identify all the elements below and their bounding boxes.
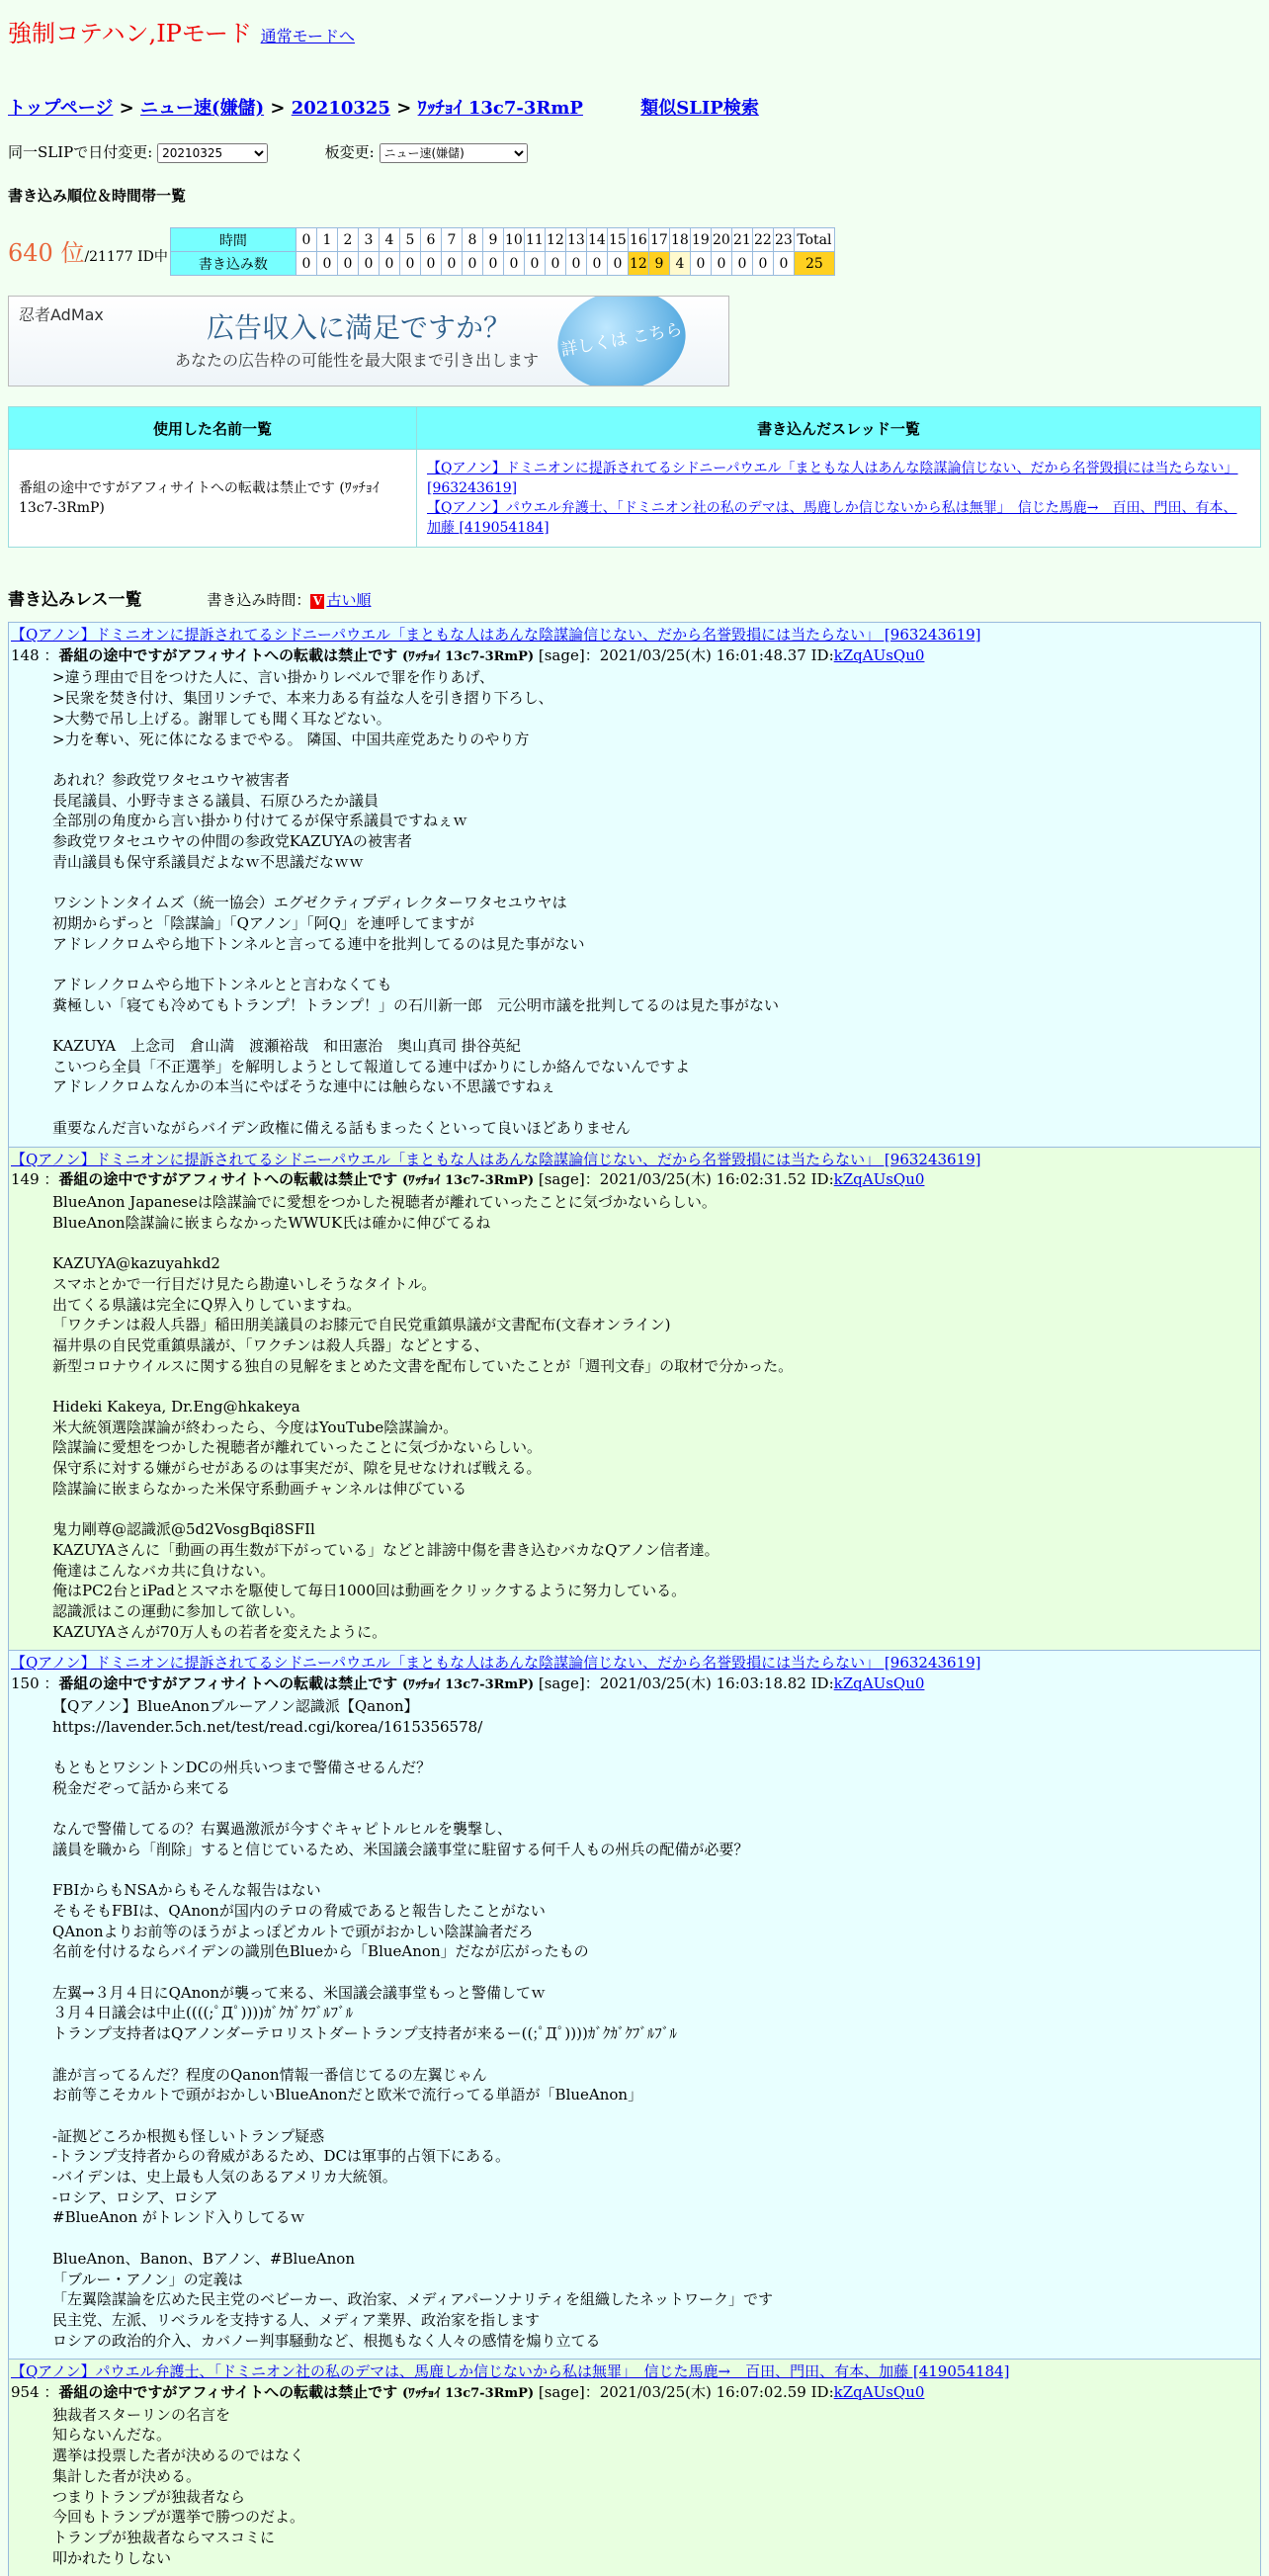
rank-total: /21177 ID中 <box>84 249 168 265</box>
hour-header-cell: 11 <box>524 228 545 252</box>
hour-count-cell: 0 <box>296 252 316 276</box>
posts-list <box>8 622 1261 2576</box>
hour-count-cell: 0 <box>337 252 358 276</box>
post-thread-link[interactable]: 【Qアノン】ドミニオンに提訴されてるシドニーパウエル「まともな人はあんな陰謀論信じない、だから名誉毀損には当たらない」 [963243619] <box>11 1654 981 1673</box>
date-select[interactable] <box>157 143 268 163</box>
post <box>8 622 1261 1147</box>
hour-count-cell: 0 <box>379 252 399 276</box>
post-meta: [sage]：2021/03/25(木) 16:01:48.37 ID: <box>534 645 834 664</box>
hour-count-cell: 0 <box>524 252 545 276</box>
rank-value: 640 位 <box>8 239 85 267</box>
post-time-label: 書き込み時間： <box>207 591 311 609</box>
hour-count-cell: 4 <box>669 252 690 276</box>
hour-header-cell: 14 <box>586 228 607 252</box>
similar-slip-search-link[interactable]: 類似SLIP検索 <box>640 98 759 119</box>
hour-header-cell: 12 <box>545 228 565 252</box>
post-body: 独裁者スターリンの名言を 知らないんだな。 選挙は投票した者が決めるのではなく 集計した者が決める。 つまりトランプが独裁者なら 今回もトランプが選挙で勝つのだよ。 トランプが独裁者ならマスコミに 叩かれたりしない <box>52 2405 305 2567</box>
hour-header-cell: 16 <box>628 228 648 252</box>
hour-count-cell: 0 <box>586 252 607 276</box>
hour-header-cell: 6 <box>420 228 441 252</box>
hour-count-cell: 12 <box>628 252 648 276</box>
hour-header-cell: 5 <box>399 228 420 252</box>
post-number: 149 ： <box>11 1170 59 1189</box>
date-change-label: 同一SLIPで日付変更: <box>8 143 153 161</box>
threads-column-header: 書き込んだスレッド一覧 <box>417 407 1261 450</box>
ad-subtext: あなたの広告枠の可能性を最大限まで引き出します <box>175 351 540 370</box>
hour-header-cell: 19 <box>690 228 711 252</box>
post <box>8 2359 1261 2576</box>
hour-count-cell: 0 <box>773 252 794 276</box>
breadcrumb-separator: > <box>270 98 286 119</box>
thread-link[interactable]: 【Qアノン】ドミニオンに提訴されてるシドニーパウエル「まともな人はあんな陰謀論信じない、だから名誉毀損には当たらない」 [963243619] <box>427 461 1238 496</box>
post <box>8 1650 1261 2359</box>
breadcrumb-separator: > <box>396 98 412 119</box>
breadcrumb-date-link[interactable]: 20210325 <box>291 98 390 119</box>
hour-header-cell: 7 <box>441 228 462 252</box>
count-row-label: 書き込み数 <box>170 252 296 276</box>
hour-header-cell: 17 <box>648 228 669 252</box>
post-body: BlueAnon Japaneseは陰謀論でに愛想をつかした視聴者が離れていったことに気づかないらしい。 BlueAnon陰謀論に嵌まらなかったWWUK氏は確かに伸びてるね KAZUYA@kazuyahkd2 スマホとかで一行目だけ見たら勘違いしそうなタイトル。 出てくる県議は完全にQ界入りしていますね。 「ワクチンは殺人兵器」稲田朋美議員のお膝元で自民党重鎮県議が文書配布(文春オンライン) 福井県の自民党重鎮県議が、「ワクチンは殺人兵器」などとする、 新型コロナウイルスに関する独自の見解をまとめた文書を配布していたことが「週刊文春」の取材で分かった。 Hideki Kakeya, Dr.Eng@hkakeya 米大統領選陰謀論が終わったら、今度はYouTube陰謀論か。 陰謀論に愛想をつかした視聴者が離れていったことに気づかないらしい。 保守系に対する嫌がらせがあるのは事実だが、隙を見せなければ戦える。 陰謀論に嵌まらなかった米保守系動画チャンネルは伸びている 鬼力剛尊@認識派@5d2VosgBqi8SFIl KAZUYAさんに「動画の再生数が下がっている」などと誹謗中傷を書き込むバカなQアノン信者達。 俺達はこんなバカ共に負けない。 俺はPC2台とiPadとスマホを駆使して毎日1000回は動画をクリックするように努力している。 認識派はこの運動に参加して欲しい。 KAZUYAさんが70万人もの若者を変えたように。 <box>52 1192 794 1641</box>
thread-link[interactable]: 【Qアノン】パウエル弁護士、「ドミニオン社の私のデマは、馬鹿しか信じないから私は無罪」 信じた馬鹿→ 百田、門田、有本、加藤 [419054184] <box>427 500 1237 536</box>
post <box>8 1147 1261 1651</box>
hour-count-cell: 0 <box>752 252 773 276</box>
ad-banner[interactable] <box>8 296 729 386</box>
post-author-trip: (ﾜｯﾁｮｲ 13c7-3RmP) <box>401 1173 535 1189</box>
hour-header-cell: 21 <box>731 228 752 252</box>
used-name-cell: 番組の途中ですがアフィサイトへの転載は禁止です (ﾜｯﾁｮｲ 13c7-3RmP) <box>9 450 417 548</box>
hour-header-cell: 1 <box>316 228 337 252</box>
post-id-link[interactable]: kZqAUsQu0 <box>833 645 925 664</box>
breadcrumb-separator: > <box>119 98 134 119</box>
sort-order-icon: V <box>310 594 324 609</box>
ranking-row <box>8 227 1261 276</box>
post-body: >違う理由で目をつけた人に、言い掛かりレベルで罪を作りあげ、 >民衆を焚き付け、集団リンチで、本来力ある有益な人を引き摺り下ろし、 >大勢で吊し上げる。謝罪しても聞く耳などない。 >力を奪い、死に体になるまでやる。 隣国、中国共産党あたりのやり方 あれれ？参政党ワタセユウヤ被害者 長尾議員、小野寺まさる議員、石原ひろたか議員 全部別の角度から言い掛かり付けてるが保守系議員ですねぇｗ 参政党ワタセユウヤの仲間の参政党KAZUYAの被害者 青山議員も保守系議員だよなｗ不思議だなｗｗ ワシントンタイムズ（統一協会）エグゼクティブディレクターワタセユウヤは 初期からずっと「陰謀論」「Qアノン」「阿Q」を連呼してますが アドレノクロムやら地下トンネルと言ってる連中を批判してるのは見た事がない アドレノクロムやら地下トンネルとと言わなくても 糞極しい「寝ても冷めてもトランプ！トランプ！」の石川新一郎 元公明市議を批判してるのは見た事がない KAZUYA 上念司 倉山満 渡瀬裕哉 和田憲治 奥山真司 掛谷英紀 こいつら全員「不正選挙」を解明しようとして報道してる連中ばかりにしか絡んでないんですよ アドレノクロムなんかの本当にやばそうな連中には触らない不思議ですねぇ 重要なんだ言いながらバイデン政権に備える話もまったくといって良いほどありません <box>52 668 780 1137</box>
post-author-trip: (ﾜｯﾁｮｲ 13c7-3RmP) <box>401 1677 535 1693</box>
hour-count-cell: 0 <box>690 252 711 276</box>
post-number: 954 ： <box>11 2383 59 2402</box>
hour-header-cell: 20 <box>711 228 731 252</box>
hour-count-cell: 0 <box>358 252 379 276</box>
ad-logo: 忍者AdMax <box>19 305 104 324</box>
posts-heading-row <box>8 585 1261 610</box>
hour-header-cell: 18 <box>669 228 690 252</box>
hour-header-cell: 22 <box>752 228 773 252</box>
post-id-link[interactable]: kZqAUsQu0 <box>833 1674 925 1693</box>
ranking-heading: 書き込み順位＆時間帯一覧 <box>8 187 187 205</box>
post-number: 148 ： <box>11 645 59 664</box>
total-count-cell: 25 <box>794 252 834 276</box>
hour-header-cell: 3 <box>358 228 379 252</box>
hour-count-cell: 0 <box>545 252 565 276</box>
post-author-trip: (ﾜｯﾁｮｲ 13c7-3RmP) <box>401 2386 535 2402</box>
page-title: 強制コテハン,IPモード <box>8 20 252 47</box>
hour-header-cell: 2 <box>337 228 358 252</box>
hour-header-cell: 4 <box>379 228 399 252</box>
hour-header-cell: 10 <box>503 228 524 252</box>
hour-count-cell: 0 <box>711 252 731 276</box>
post-thread-link[interactable]: 【Qアノン】ドミニオンに提訴されてるシドニーパウエル「まともな人はあんな陰謀論信じない、だから名誉毀損には当たらない」 [963243619] <box>11 1150 981 1168</box>
post-author-name: 番組の途中ですがアフィサイトへの転載は禁止です <box>58 1674 398 1693</box>
post-body: 【Qアノン】BlueAnonブルーアノン認識派【Qanon】 https://lavender.5ch.net/test/read.cgi/korea/1615356578/ もともとワシントンDCの州兵いつまで警備させるんだ？ 税金だぞって話から来てる なんで警備してるの？右翼過激派が今すぐキャピトルヒルを襲撃し、 議員を職から「削除」すると信じているため、米国議会議事堂に駐留する何千人もの州兵の配備が必要？ FBIからもNSAからもそんな報告はない そもそもFBIは、QAnonが国内のテロの脅威であると報告したことがない QAnonよりお前等のほうがよっぽどカルトで頭がおかしい陰謀論者だろ 名前を付けるならバイデンの識別色Blueから「BlueAnon」だなが広がったもの 左翼→３月４日にQAnonが襲って来る、米国議会議事堂もっと警備してｗ ３月４日議会は中止((((;ﾟДﾟ))))ｶﾞｸｶﾞｸﾌﾞﾙﾌﾞﾙ トランプ支持者はQアノンダーテロリストダートランプ支持者が来るー((;ﾟДﾟ))))ｶﾞｸｶﾞｸﾌﾞﾙﾌﾞﾙ 誰が言ってるんだ？程度のQanon情報一番信じてるの左翼じゃん お前等こそカルトで頭がおかしいBlueAnonだと欧米で流行ってる単語が「BlueAnon」 -証拠どころか根拠も怪しいトランプ疑惑 -トランプ支持者からの脅威があるため、DCは軍事的占領下にある。 -バイデンは、史上最も人気のあるアメリカ大統領。 -ロシア、ロシア、ロシア #BlueAnon がトレンド入りしてるｗ BlueAnon、Banon、Bアノン、#BlueAnon 「ブルー・アノン」の定義は 「左翼陰謀論を広めた民主党のベビーカー、政治家、メディアパーソナリティを組織したネットワーク」です 民主党、左派、リベラルを支持する人、メディア業界、政治家を指します ロシアの政治的介入、カバノー判事騒動など、根拠もなく人々の感情を煽り立てる <box>52 1696 774 2350</box>
post-meta: [sage]：2021/03/25(木) 16:07:02.59 ID: <box>534 2383 834 2402</box>
hour-header-cell: 8 <box>462 228 482 252</box>
board-select[interactable] <box>380 143 528 163</box>
breadcrumb-user-link[interactable]: ﾜｯﾁｮｲ 13c7-3RmP <box>417 98 583 119</box>
breadcrumb <box>8 94 1261 120</box>
breadcrumb-board-link[interactable]: ニュー速(嫌儲) <box>140 98 265 119</box>
hour-header-cell: 13 <box>565 228 586 252</box>
post-author-name: 番組の途中ですがアフィサイトへの転載は禁止です <box>58 645 398 664</box>
hour-count-cell: 0 <box>731 252 752 276</box>
post-id-link[interactable]: kZqAUsQu0 <box>833 1170 925 1189</box>
post-meta: [sage]：2021/03/25(木) 16:03:18.82 ID: <box>534 1674 834 1693</box>
post-header <box>11 2382 1258 2405</box>
posts-heading: 書き込みレス一覧 <box>8 590 142 610</box>
ad-headline: 広告収入に満足ですか？ <box>207 311 512 344</box>
time-row-label: 時間 <box>170 228 296 252</box>
hour-header-cell: 9 <box>482 228 503 252</box>
hourly-table <box>170 227 835 276</box>
hour-count-cell: 0 <box>316 252 337 276</box>
hour-count-cell: 0 <box>441 252 462 276</box>
sort-oldest-link[interactable]: 古い順 <box>326 591 372 609</box>
breadcrumb-top-link[interactable]: トップページ <box>8 98 114 119</box>
hour-count-cell: 0 <box>482 252 503 276</box>
post-thread-link[interactable]: 【Qアノン】ドミニオンに提訴されてるシドニーパウエル「まともな人はあんな陰謀論信じない、だから名誉毀損には当たらない」 [963243619] <box>11 626 981 644</box>
total-header-cell: Total <box>794 228 834 252</box>
hour-header-cell: 15 <box>607 228 628 252</box>
post-thread-link[interactable]: 【Qアノン】パウエル弁護士、「ドミニオン社の私のデマは、馬鹿しか信じないから私は無罪」 信じた馬鹿→ 百田、門田、有本、加藤 [419054184] <box>11 2362 1010 2381</box>
post-header <box>11 645 1258 668</box>
ad-details-button[interactable]: 詳しくは こちら <box>550 296 693 386</box>
hour-count-cell: 0 <box>420 252 441 276</box>
threads-cell <box>417 450 1261 548</box>
post-author-name: 番組の途中ですがアフィサイトへの転載は禁止です <box>58 1170 398 1189</box>
normal-mode-link[interactable]: 通常モードへ <box>260 27 356 45</box>
names-column-header: 使用した名前一覧 <box>9 407 417 450</box>
post-author-trip: (ﾜｯﾁｮｲ 13c7-3RmP) <box>401 648 535 664</box>
post-header <box>11 1169 1258 1192</box>
hour-count-cell: 0 <box>503 252 524 276</box>
post-id-link[interactable]: kZqAUsQu0 <box>833 2383 925 2402</box>
post-number: 150 ： <box>11 1674 59 1693</box>
names-threads-table <box>8 406 1261 548</box>
hour-count-cell: 0 <box>565 252 586 276</box>
hour-header-cell: 0 <box>296 228 316 252</box>
post-author-name: 番組の途中ですがアフィサイトへの転載は禁止です <box>58 2383 398 2402</box>
hour-count-cell: 0 <box>607 252 628 276</box>
selector-row <box>8 141 1261 163</box>
post-header <box>11 1674 1258 1696</box>
board-change-label: 板変更: <box>324 143 375 161</box>
hour-header-cell: 23 <box>773 228 794 252</box>
post-meta: [sage]：2021/03/25(木) 16:02:31.52 ID: <box>534 1170 834 1189</box>
hour-count-cell: 0 <box>462 252 482 276</box>
hour-count-cell: 9 <box>648 252 669 276</box>
hour-count-cell: 0 <box>399 252 420 276</box>
